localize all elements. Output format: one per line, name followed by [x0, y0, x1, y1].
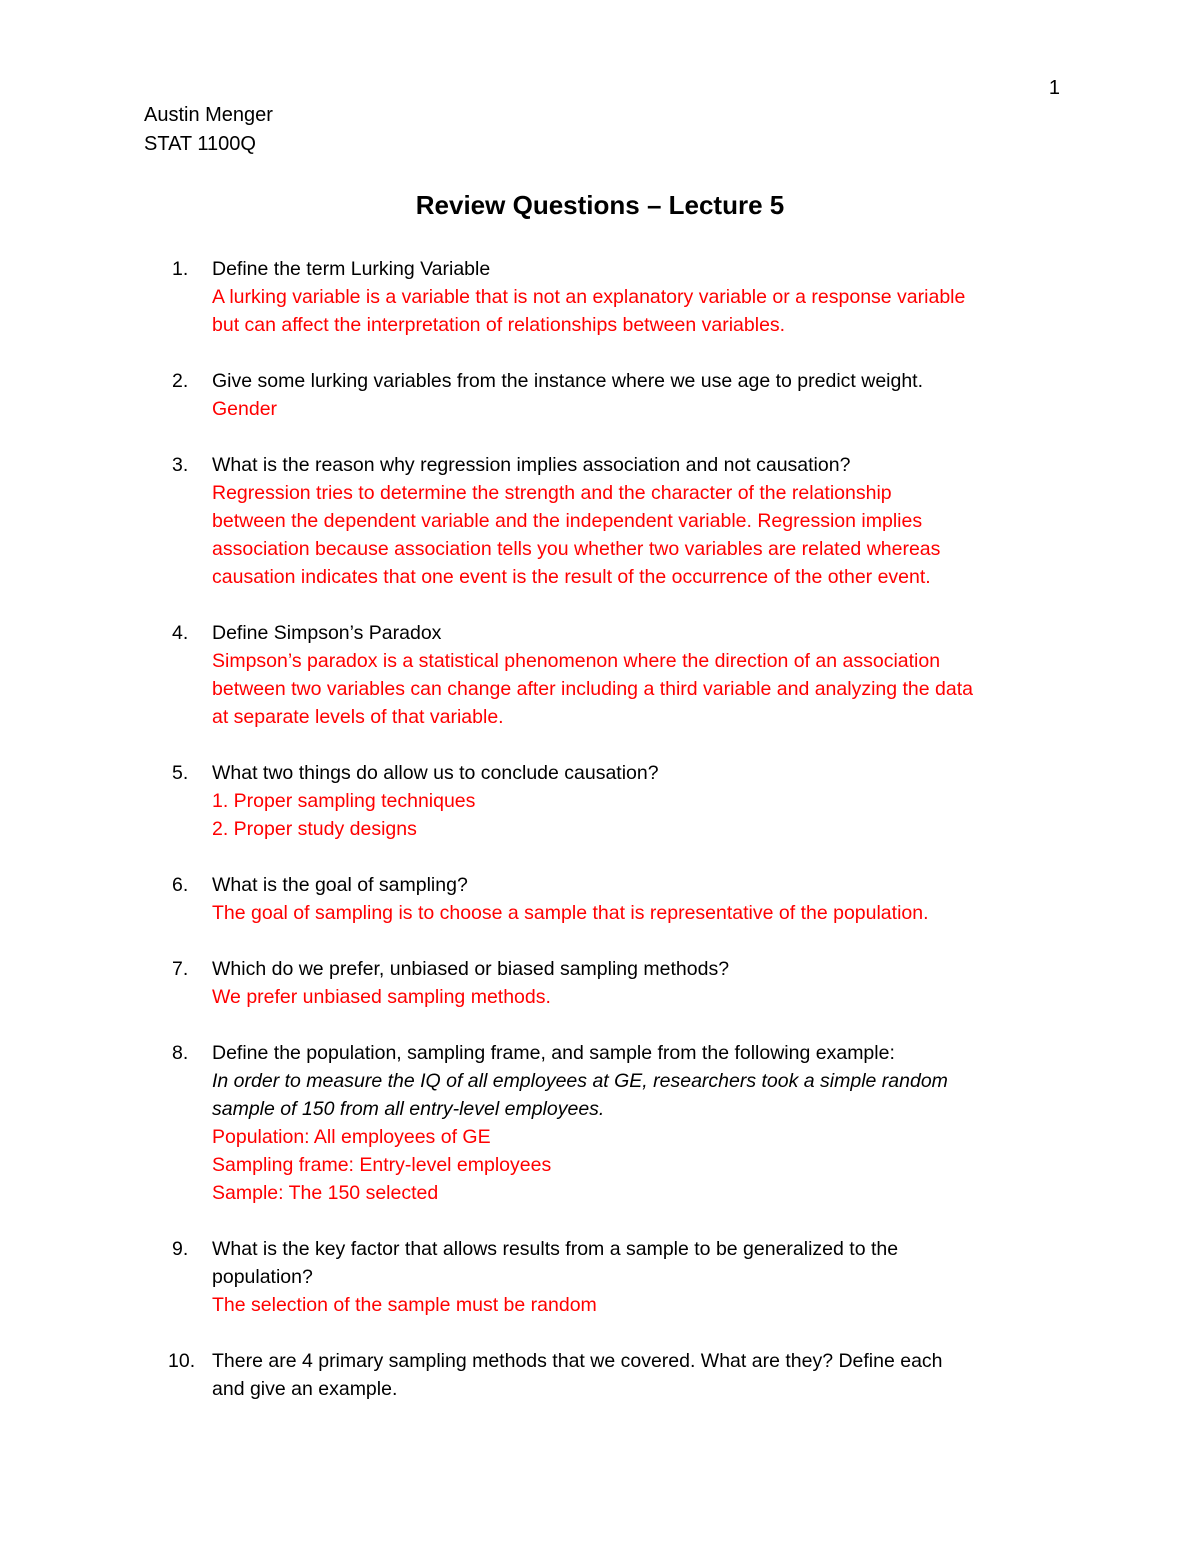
question-number: 4. — [172, 622, 189, 644]
answer-line: between two variables can change after including a third variable and analyzing the data — [212, 678, 973, 700]
question-text: Which do we prefer, unbiased or biased sampling methods? — [212, 958, 730, 980]
question-text: Define the term Lurking Variable — [212, 258, 491, 280]
answer-line: 1. Proper sampling techniques — [212, 790, 476, 812]
question-item — [168, 1347, 1072, 1403]
answer-line: at separate levels of that variable. — [212, 706, 504, 728]
answer-line: causation indicates that one event is the result of the occurrence of the other event. — [212, 566, 931, 588]
question-text: Define Simpson’s Paradox — [212, 622, 442, 644]
author-name: Austin Menger — [144, 104, 273, 126]
answer-line: 2. Proper study designs — [212, 818, 417, 840]
answer-line: The selection of the sample must be random — [212, 1294, 597, 1316]
document-title: Review Questions – Lecture 5 — [415, 190, 785, 220]
answer-line: between the dependent variable and the independent variable. Regression implies — [212, 510, 923, 532]
answer-line: A lurking variable is a variable that is not an explanatory variable or a response variable — [212, 286, 966, 308]
answer-line: Sample: The 150 selected — [212, 1182, 439, 1204]
question-number: 8. — [172, 1042, 189, 1064]
question-list — [168, 255, 1072, 1431]
question-number: 5. — [172, 762, 189, 784]
question-number: 10. — [168, 1350, 196, 1372]
question-item — [172, 871, 1072, 927]
question-text: population? — [212, 1266, 313, 1288]
answer-line: Population: All employees of GE — [212, 1126, 491, 1148]
question-item — [172, 759, 1072, 843]
question-text: What is the goal of sampling? — [212, 874, 468, 896]
question-text: There are 4 primary sampling methods that we covered. What are they? Define each — [212, 1350, 943, 1372]
answer-line: We prefer unbiased sampling methods. — [212, 986, 551, 1008]
question-text: Give some lurking variables from the instance where we use age to predict weight. — [212, 370, 924, 392]
answer-line: Simpson’s paradox is a statistical phenomenon where the direction of an association — [212, 650, 941, 672]
question-text: What is the reason why regression implies association and not causation? — [212, 454, 851, 476]
question-text: and give an example. — [212, 1378, 398, 1400]
question-number: 7. — [172, 958, 189, 980]
answer-line: Gender — [212, 398, 278, 420]
question-text: What two things do allow us to conclude causation? — [212, 762, 659, 784]
question-item — [172, 1235, 1072, 1319]
question-item — [172, 619, 1072, 731]
question-text: What is the key factor that allows results from a sample to be generalized to the — [212, 1238, 899, 1260]
answer-line: Regression tries to determine the strength and the character of the relationship — [212, 482, 892, 504]
course-code: STAT 1100Q — [144, 133, 256, 155]
question-item — [172, 255, 1072, 339]
answer-line: but can affect the interpretation of relationships between variables. — [212, 314, 786, 336]
question-number: 6. — [172, 874, 189, 896]
page-number: 1 — [1048, 77, 1060, 99]
answer-line: association because association tells you whether two variables are related whereas — [212, 538, 941, 560]
question-text: Define the population, sampling frame, and sample from the following example: — [212, 1042, 895, 1064]
example-line: In order to measure the IQ of all employees at GE, researchers took a simple random — [212, 1070, 948, 1092]
answer-line: Sampling frame: Entry-level employees — [212, 1154, 552, 1176]
question-number: 1. — [172, 258, 189, 280]
answer-line: The goal of sampling is to choose a sample that is representative of the population. — [212, 902, 929, 924]
question-number: 9. — [172, 1238, 189, 1260]
question-item — [172, 1039, 1072, 1207]
question-number: 3. — [172, 454, 189, 476]
question-item — [172, 955, 1072, 1011]
question-number: 2. — [172, 370, 189, 392]
question-item — [172, 367, 1072, 423]
example-line: sample of 150 from all entry-level employees. — [212, 1098, 605, 1120]
question-item — [172, 451, 1072, 591]
